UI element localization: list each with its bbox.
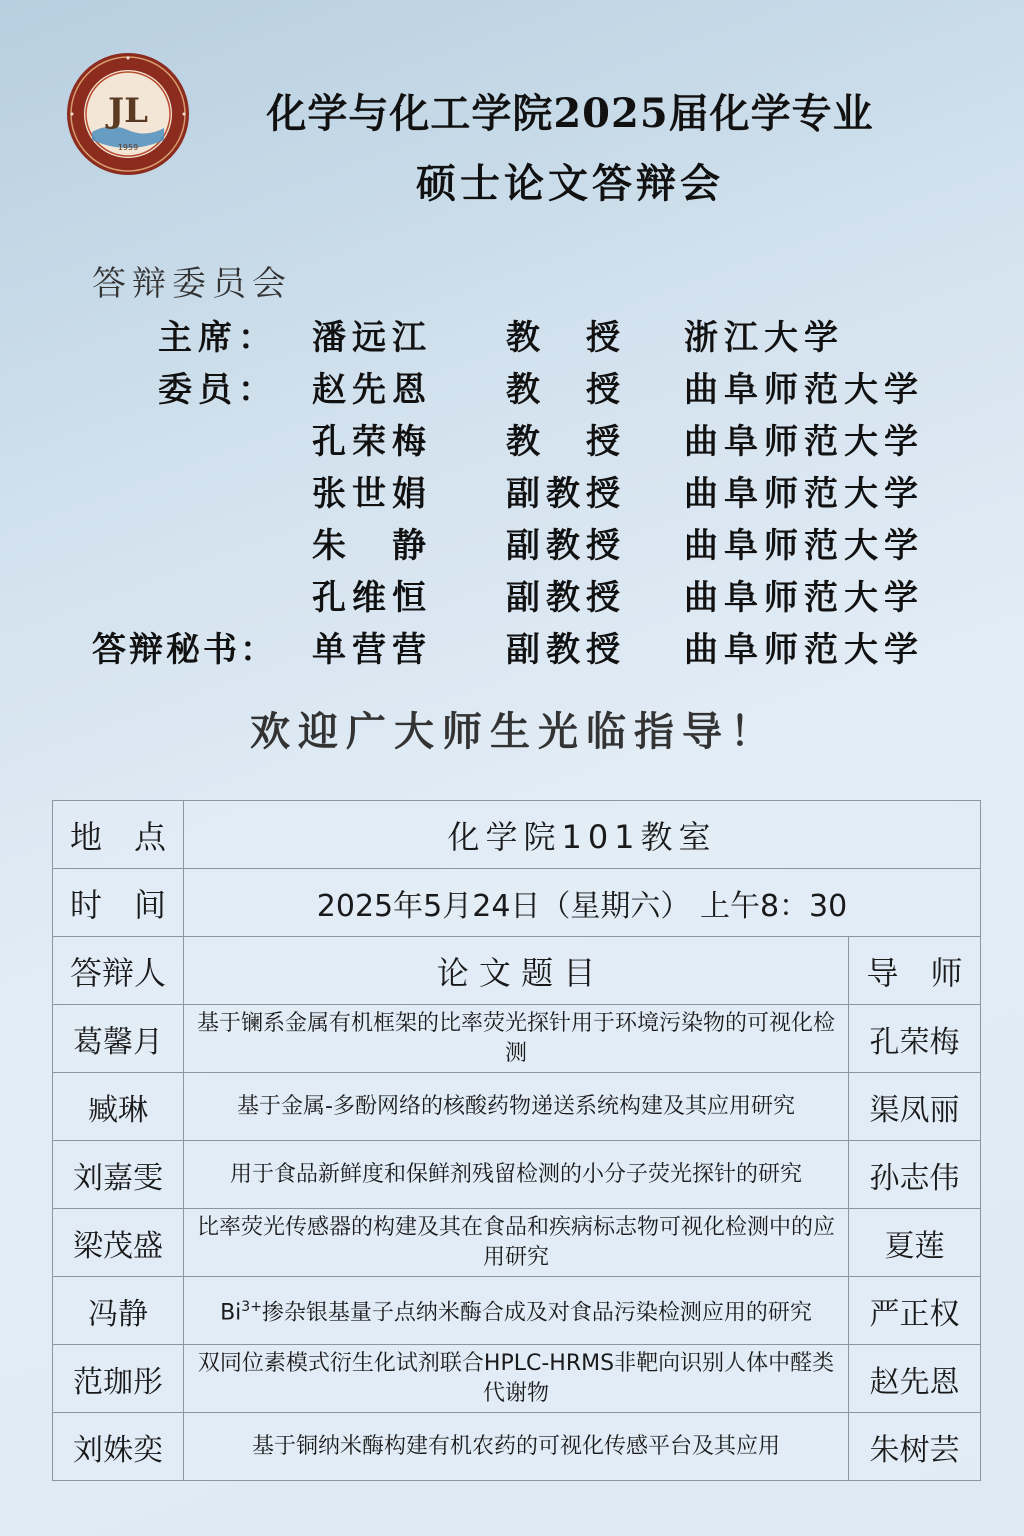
page-title-line2: 硕士论文答辩会: [416, 160, 724, 207]
committee-name: 潘远江: [312, 318, 432, 358]
committee-name: 朱 静: [312, 526, 432, 566]
table-row: [53, 1209, 981, 1277]
location-row: [53, 801, 981, 869]
page-title-line1: 化学与化工学院2025届化学专业: [266, 90, 874, 137]
table-row: [53, 1141, 981, 1209]
committee-title: 教 授: [506, 370, 626, 410]
table-header-row: [53, 937, 981, 1005]
committee-title: 副教授: [506, 526, 626, 566]
advisor-name: 渠凤丽: [849, 1073, 981, 1141]
time-row: [53, 869, 981, 937]
committee-name: 赵先恩: [312, 370, 432, 410]
logo-year: 1959: [117, 143, 139, 152]
student-name: 梁茂盛: [53, 1209, 184, 1277]
thesis-title: 基于铜纳米酶构建有机农药的可视化传感平台及其应用: [184, 1413, 849, 1481]
thesis-title: 基于金属-多酚网络的核酸药物递送系统构建及其应用研究: [184, 1073, 849, 1141]
student-name: 范珈彤: [53, 1345, 184, 1413]
committee-heading: 答辩委员会: [92, 264, 292, 304]
committee-role: 委员：: [158, 370, 278, 410]
welcome-message: 欢迎广大师生光临指导！: [250, 708, 778, 755]
thesis-title: [184, 1277, 849, 1345]
defense-schedule-table: [52, 800, 981, 1481]
header-student: 答辩人: [53, 937, 184, 1005]
thesis-title: 基于镧系金属有机框架的比率荧光探针用于环境污染物的可视化检测: [184, 1005, 849, 1073]
advisor-name: 赵先恩: [849, 1345, 981, 1413]
thesis-text: 掺杂银基量子点纳米酶合成及对食品污染检测应用的研究: [261, 1300, 812, 1326]
student-name: 刘姝奕: [53, 1413, 184, 1481]
committee-row: [0, 518, 1024, 568]
committee-org: 曲阜师范大学: [684, 630, 924, 670]
committee-title: 教 授: [506, 318, 626, 358]
committee-role: 答辩秘书：: [92, 630, 277, 670]
thesis-prefix: Bi: [220, 1300, 242, 1326]
committee-org: 曲阜师范大学: [684, 578, 924, 618]
committee-title: 副教授: [506, 474, 626, 514]
location-label: 地 点: [53, 801, 184, 869]
student-name: 冯静: [53, 1277, 184, 1345]
advisor-name: 朱树芸: [849, 1413, 981, 1481]
advisor-name: 严正权: [849, 1277, 981, 1345]
thesis-superscript: 3+: [241, 1299, 262, 1316]
table-row: [53, 1277, 981, 1345]
school-logo: [66, 52, 190, 176]
committee-name: 孔荣梅: [312, 422, 432, 462]
time-value: 2025年5月24日（星期六） 上午8：30: [184, 869, 981, 937]
student-name: 葛馨月: [53, 1005, 184, 1073]
table-row: [53, 1345, 981, 1413]
committee-name: 单营营: [312, 630, 432, 670]
committee-row: [0, 362, 1024, 412]
committee-row: [0, 622, 1024, 672]
table-row: [53, 1073, 981, 1141]
advisor-name: 孙志伟: [849, 1141, 981, 1209]
advisor-name: 孔荣梅: [849, 1005, 981, 1073]
committee-row: [0, 570, 1024, 620]
committee-title: 副教授: [506, 578, 626, 618]
header-advisor: 导 师: [849, 937, 981, 1005]
committee-title: 副教授: [506, 630, 626, 670]
committee-name: 孔维恒: [312, 578, 432, 618]
thesis-title: 比率荧光传感器的构建及其在食品和疾病标志物可视化检测中的应用研究: [184, 1209, 849, 1277]
location-value: 化学院101教室: [184, 801, 981, 869]
committee-row: [0, 414, 1024, 464]
table-row: [53, 1413, 981, 1481]
committee-row: [0, 310, 1024, 360]
committee-org: 曲阜师范大学: [684, 370, 924, 410]
student-name: 臧琳: [53, 1073, 184, 1141]
header-thesis: 论 文 题 目: [184, 937, 849, 1005]
thesis-title: 双同位素模式衍生化试剂联合HPLC-HRMS非靶向识别人体中醛类代谢物: [184, 1345, 849, 1413]
time-label: 时 间: [53, 869, 184, 937]
advisor-name: 夏莲: [849, 1209, 981, 1277]
committee-row: [0, 466, 1024, 516]
student-name: 刘嘉雯: [53, 1141, 184, 1209]
thesis-title: 用于食品新鲜度和保鲜剂残留检测的小分子荧光探针的研究: [184, 1141, 849, 1209]
committee-org: 曲阜师范大学: [684, 526, 924, 566]
committee-org: 曲阜师范大学: [684, 422, 924, 462]
committee-org: 浙江大学: [684, 318, 844, 358]
committee-name: 张世娟: [312, 474, 432, 514]
committee-org: 曲阜师范大学: [684, 474, 924, 514]
logo-mark: JL: [108, 91, 148, 131]
table-row: [53, 1005, 981, 1073]
committee-title: 教 授: [506, 422, 626, 462]
committee-role: 主席：: [158, 318, 278, 358]
